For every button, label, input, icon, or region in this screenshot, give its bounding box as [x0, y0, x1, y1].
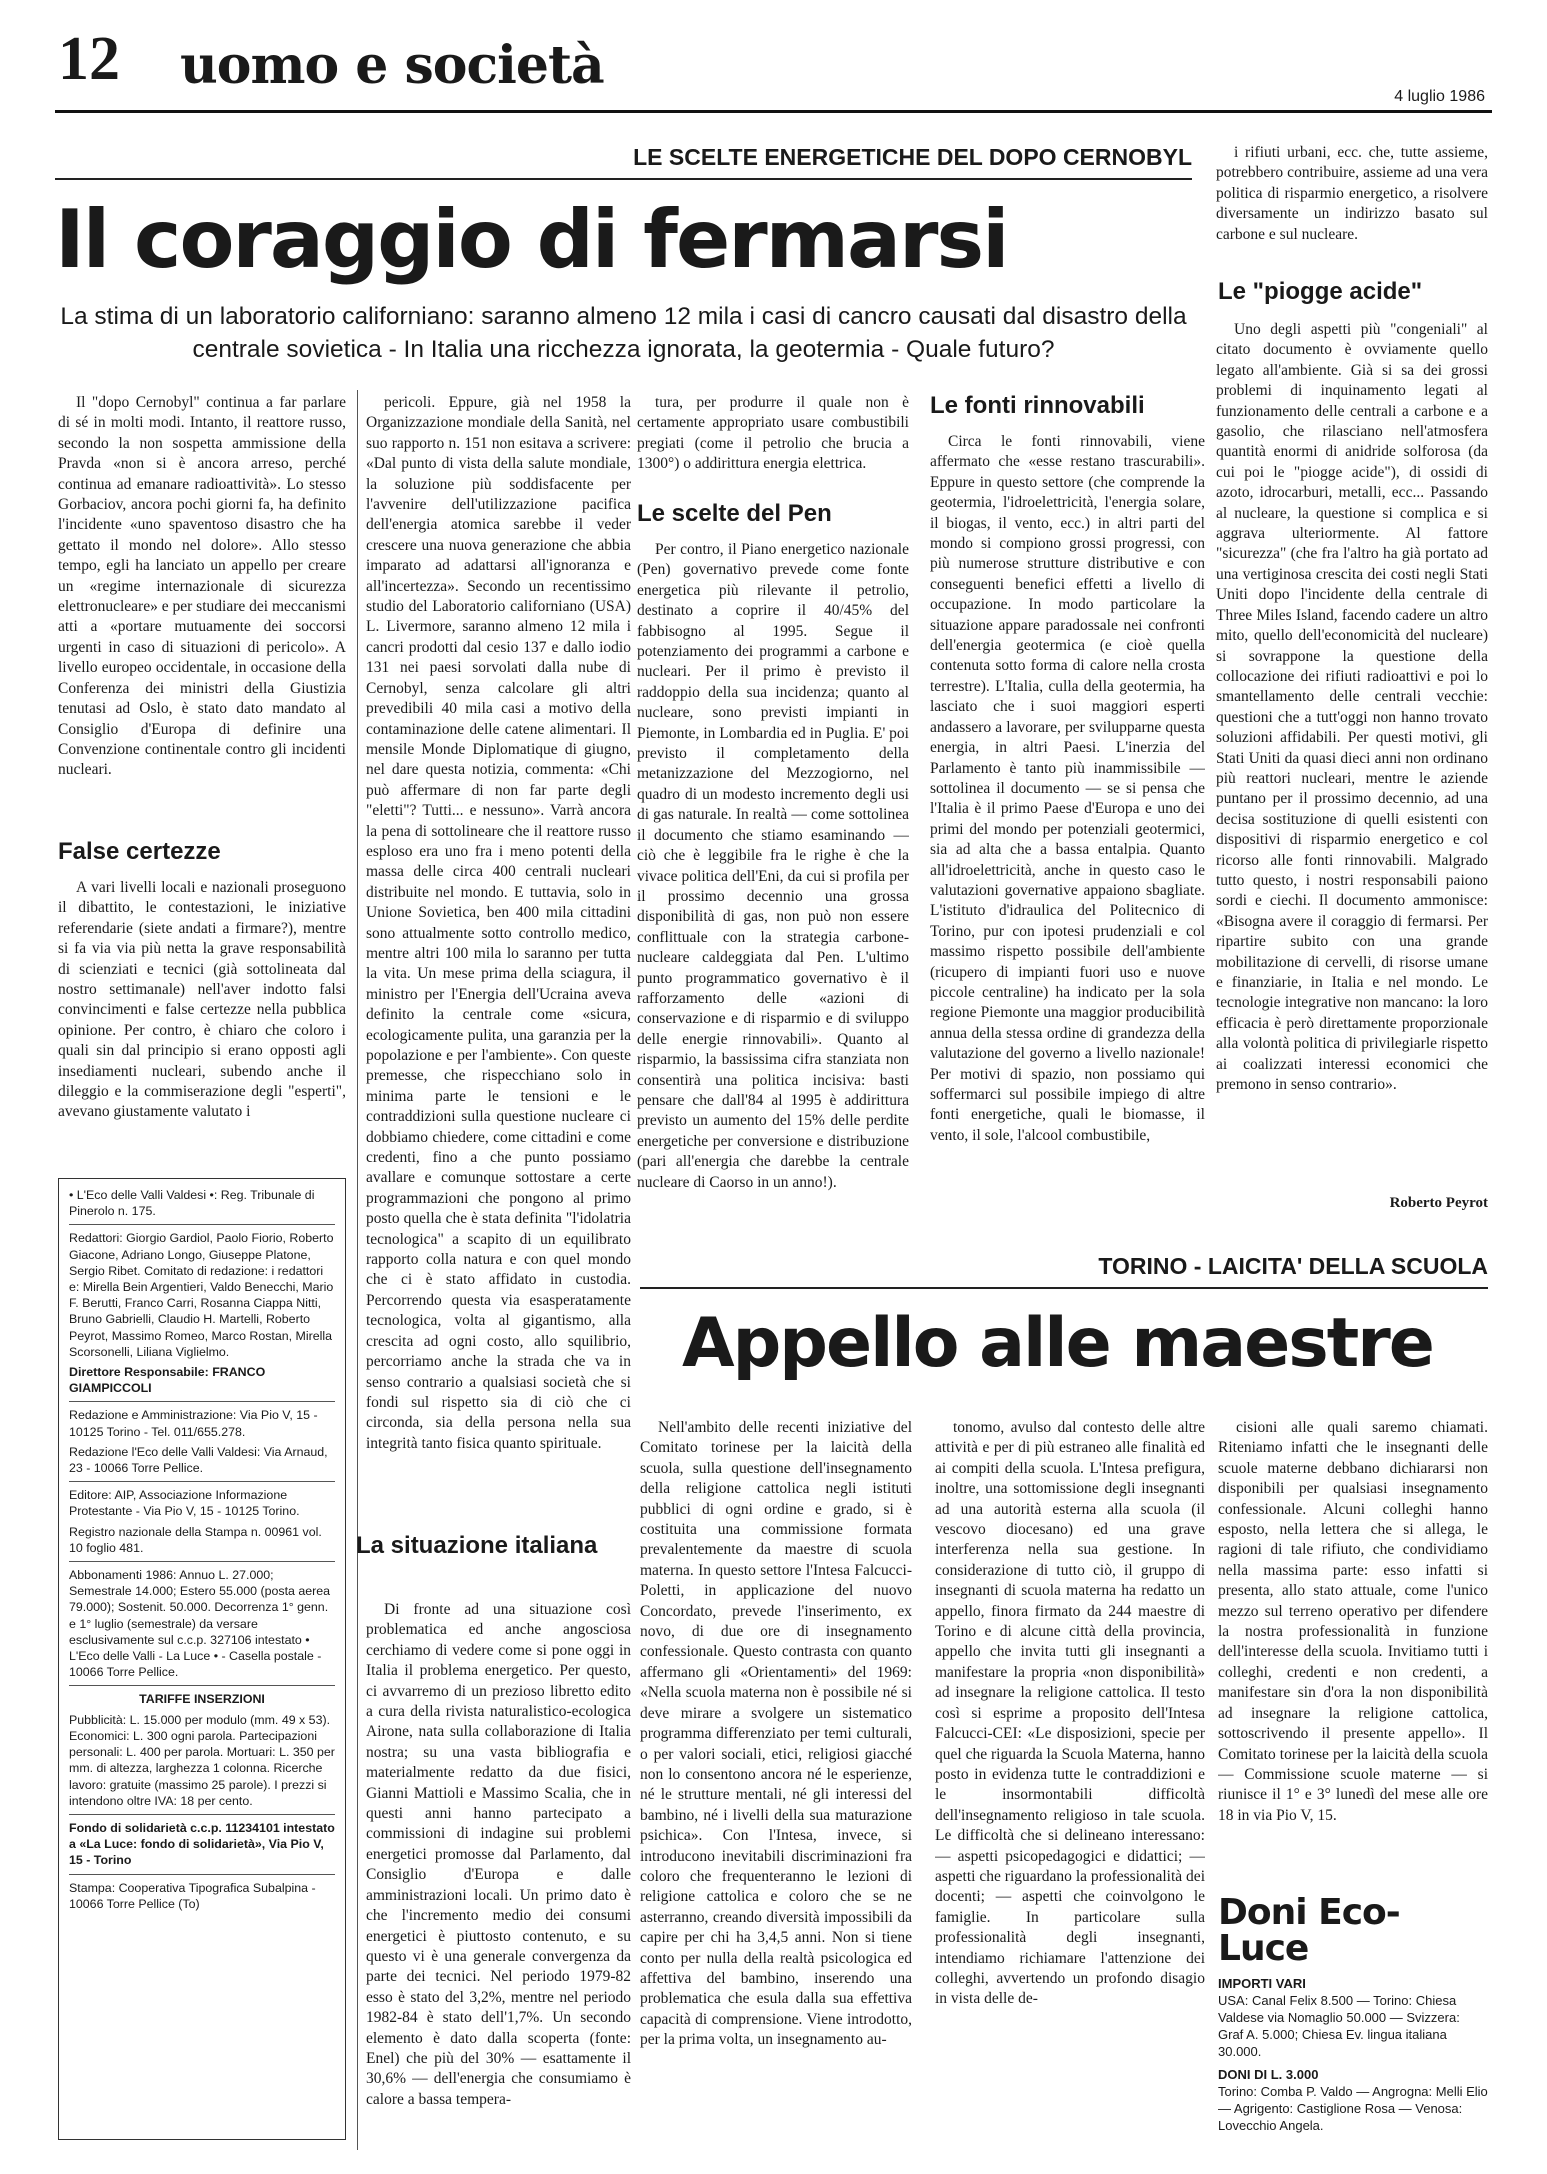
imprint-solidarity: Fondo di solidarietà c.c.p. 11234101 intestato a «La Luce: fondo di solidarietà», Via Pio V, 15 - Torino [69, 1820, 335, 1868]
article1-byline: Roberto Peyrot [1389, 1195, 1488, 1211]
article1-col2b: Di fronte ad una situazione così problematica ed anche angosciosa cerchiamo di vedere come si pone oggi in Italia il problema energetico. Per questo, ci avvarremo di un prezioso libretto edito a cura della rivista naturalistico-ecologica Airone, nata sulla collaborazione di Italia nostra; su una vasta bibliografia e materialmente redatto da due fisici, Gianni Mattioli e Massimo Scalia, che in questi anni hanno partecipato a commissioni di indagine sui problemi energetici promosse dal Parlamento, dal Consiglio d'Europa e dalle amministrazioni locali. Un primo dato è che l'incremento medio dei consumi energetici è piuttosto contenuto, e su questo vi è una generale convergenza da parte dei tecnici. Nel periodo 1979-82 esso è stato del 3,2%, mentre nel periodo 1982-84 è stato dell'1,7%. Un secondo elemento è dato dalla scoperta (fonte: Enel) che più del 30% — esattamente il 30,6% — dell'energia che consumiamo è calore a bassa tempera- [366, 1601, 631, 2108]
article2-title: Appello alle maestre [682, 1304, 1433, 1383]
imprint-registry: Registro nazionale della Stampa n. 00961 vol. 10 foglio 481. [69, 1524, 322, 1555]
subhead-piogge-acide: Le "piogge acide" [1218, 278, 1423, 305]
article2-col3: cisioni alle quali saremo chiamati. Riteniamo infatti che le insegnanti delle scuole materne debbano dichiararsi non disponibili per qualsiasi insegnamento confessionale. Alcuni colleghi hanno esposto, nella lettera che si allega, le ragioni di tale rifiuto, che condividiamo nella massima parte: esso infatti si presenta, allo stato attuale, come l'unico mezzo sul terreno operativo per difendere la nostra professionalità in funzione dell'interesse della scuola. Invitiamo tutti i colleghi, credenti e non credenti, a manifestare sin d'ora la non disponibilità ad insegnare la religione cattolica, sottoscrivendo il presente appello». Il Comitato torinese per la laicità della scuola — Commissione scuole materne — si riunisce il 1° e 3° lunedì del mese alle ore 18 in via Pio V, 15. [1218, 1419, 1488, 1824]
imprint-publisher: Editore: AIP, Associazione Informazione Protestante - Via Pio V, 15 - 10125 Torino. [69, 1488, 300, 1519]
article2-kicker: TORINO - LAICITA' DELLA SCUOLA [1098, 1253, 1488, 1279]
article2-col2: tonomo, avulso dal contesto delle altre attività e per di più estraneo alle finalità ed ai compiti della scuola. L'Intesa prefigura, inoltre, una sottomissione degli insegnanti ad una autorità esterna alla scuola (il vescovo diocesano) ed una grave interferenza nella sua gestione. In considerazione di tutto ciò, il gruppo di insegnanti di scuola materna ha redatto un appello, finora firmato da 244 maestre di Torino e di alcune città della provincia, appello che invita tutti gli insegnanti a manifestare la propria «non disponibilità» ad insegnare la religione cattolica. Il testo così si esprime a proposito dell'Intesa Falcucci-CEI: «Le disposizioni, specie per quel che riguarda la Scuola Materna, hanno posto in evidenza tutte le contraddizioni e le insormontabili difficoltà dell'insegnamento religioso in tale scuola. Le difficoltà che si delineano interessano: — aspetti psicopedagogici e didattici; — aspetti che riguardano la professionalità dei docenti; — aspetti che coinvolgono le famiglie. In particolare sulla professionalità degli insegnanti, intendiamo richiamare l'attenzione dei colleghi, avvertendo un profondo disagio in vista delle de- [935, 1419, 1205, 2008]
imprint-ad-rates: Pubblicità: L. 15.000 per modulo (mm. 49 x 53). Economici: L. 300 ogni parola. Partecipazioni personali: L. 400 per parola. Mortuari: L. 350 per mm. di altezza, larghezza 1 colonna. Ricerche lavoro: gratuite (massimo 25 parole). I prezzi si intendono oltre IVA: 18 per cento. [69, 1712, 335, 1808]
imprint-reg: • L'Eco delle Valli Valdesi •: Reg. Tribunale di Pinerolo n. 175. [69, 1188, 315, 1219]
doni-importi-list: USA: Canal Felix 8.500 — Torino: Chiesa Valdese via Nomaglio 50.000 — Svizzera: Graf A. 5.000; Chiesa Ev. lingua italiana 30.000. [1218, 1993, 1460, 2059]
doni-heading-3000: DONI DI L. 3.000 [1218, 2067, 1319, 2082]
doni-heading-importi: IMPORTI VARI [1218, 1976, 1306, 1991]
article1-title: Il coraggio di fermarsi [55, 193, 1008, 286]
subhead-false-certezze: False certezze [58, 838, 221, 865]
imprint-ad-rates-title: TARIFFE INSERZIONI [139, 1692, 265, 1707]
imprint-subscriptions: Abbonamenti 1986: Annuo L. 27.000; Semestrale 14.000; Estero 55.000 (posta aerea 79.000); Sostenit. 50.000. Decorrenza 1° genn. e 1° luglio (semestrale) da versare esclusivamente sul c.c.p. 327106 intestato • L'Eco delle Valli - La Luce • - Casella postale - 10066 Torre Pellice. [69, 1568, 331, 1680]
subhead-fonti-rinnovabili: Le fonti rinnovabili [930, 392, 1145, 419]
imprint-eco-address: Redazione l'Eco delle Valli Valdesi: Via Arnaud, 23 - 10066 Torre Pellice. [69, 1444, 328, 1476]
kicker-rule [55, 178, 1192, 180]
masthead-rule [55, 110, 1492, 113]
article1-kicker: LE SCELTE ENERGETICHE DEL DOPO CERNOBYL [633, 144, 1192, 170]
doni-title: Doni Eco-Luce [1218, 1892, 1400, 1969]
article1-col4: Circa le fonti rinnovabili, viene affermato che «esse restano trascurabili». Eppure in questo settore (che comprende la geotermia, l'idroelettricità, l'energia solare, il biogas, il vento, ecc.) in altri parti del mondo si compiono grossi progressi, con più numerose strutture distributive e con conseguenti benefici effetti a livello di occupazione. In modo particolare la situazione appare paradossale nei confronti dell'energia geotermica (e cioè quella contenuta sotto forma di calore nella crosta terrestre). L'Italia, culla della geotermia, ha lasciato che i suoi maggiori esperti andassero a lavorare, per svilupparne questa energia, in altri Paesi. L'inerzia del Parlamento è tanto più inammissibile — sottolinea il documento — se si pensa che l'Italia è il primo Paese d'Europa e uno dei primi del mondo per potenziali geotermici, sia ad alta che a bassa entalpia. Quanto all'idroelettricità, anche in questo caso le valutazioni governative appaiono sbagliate. L'istituto d'idraulica del Politecnico di Torino, pur con ipotesi prudenziali e col massimo rispetto possibile dell'ambiente (ricupero di impianti fuori uso e nuove piccole centraline) ha indicato per la sola regione Piemonte una maggior producibilità annua della stessa ordine di grandezza della valutazione del governo a livello nazionale! Per motivi di spazio, non possiamo qui soffermarci sul possibile impiego di altre fonti energetiche, quali le biomasse, il vento, il sole, l'alcool combustibile, [930, 433, 1205, 1144]
imprint-printer: Stampa: Cooperativa Tipografica Subalpina - 10066 Torre Pellice (To) [69, 1880, 316, 1911]
doni-3000-list: Torino: Comba P. Valdo — Angrogna: Melli Elio — Agrigento: Castiglione Rosa — Venosa: Lovecchio Angela. [1218, 2084, 1488, 2133]
subhead-situazione-italiana: La situazione italiana [356, 1532, 598, 1559]
imprint-editors: Redattori: Giorgio Gardiol, Paolo Fiorio, Roberto Giacone, Adriano Longo, Giuseppe Platone, Sergio Ribet. Comitato di redazione: i redattori e: Mirella Bein Argentieri, Valdo Benecchi, Mario F. Berutti, Franco Carri, Rosanna Ciappa Nitti, Bruno Gabrielli, Claudio H. Martelli, Roberto Peyrot, Massimo Romeo, Marco Rostan, Mirella Scorsonelli, Liliana Viglielmo. [69, 1231, 334, 1359]
imprint-box [58, 1178, 346, 2140]
article1-deck: La stima di un laboratorio californiano: saranno almeno 12 mila i casi di cancro causati dal disastro della centrale sovietica - In Italia una ricchezza ignorata, la geotermia - Quale futuro? [60, 303, 1187, 363]
page-number: 12 [58, 25, 120, 93]
section-title: uomo e società [180, 35, 604, 96]
column-divider [357, 390, 358, 2150]
issue-date: 4 luglio 1986 [1394, 88, 1485, 105]
subhead-scelte-pen: Le scelte del Pen [637, 500, 832, 527]
article1-col1b: A vari livelli locali e nazionali proseguono il dibattito, le contestazioni, le iniziative referendarie (siete andati a firmare?), mentre si fa via via più netta la grave responsabilità di scienziati e tecnici (già sottolineata dal nostro settimanale) nell'aver indotto falsi convincimenti e false certezze nella pubblica opinione. Per contro, è chiaro che coloro i quali sin dal principio si erano opposti agli insediamenti nucleari, subendo anche il dileggio e la commiserazione degli "esperti", avevano giustamente valutato i [58, 879, 346, 1121]
article1-col2: pericoli. Eppure, già nel 1958 la Organizzazione mondiale della Sanità, nel suo rapporto n. 151 non esitava a scrivere: «Dal punto di vista della salute mondiale, la soluzione più soddisfacente per l'avvenire dell'utilizzazione pacifica dell'energia atomica sarebbe il veder crescere una nuova generazione che abbia imparato ad adattarsi all'ignoranza e all'incertezza». Secondo un recentissimo studio del Laboratorio californiano (USA) L. Livermore, saranno almeno 12 mila i cancri prodotti dal cesio 137 e dallo iodio 131 nei paesi sorvolati dalla nube di Cernobyl, senza calcolare gli altri prevedibili 40 mila casi a motivo della contaminazione delle catene alimentari. Il mensile Monde Diplomatique di giugno, nel dare questa notizia, commenta: «Chi può affermare di non far parte degli "eletti"? Tutti... e nessuno». Varrà ancora la pena di sottolineare che il reattore russo esploso era uno fra i meno potenti della massa delle circa 400 centrali nucleari distribuite nel mondo. E tuttavia, solo in Unione Sovietica, ben 400 mila cittadini sono attualmente sotto controllo medico, mentre altri 100 mila lo saranno per tutta la vita. Un mese prima della sciagura, il ministro per l'Energia dell'Ucraina aveva definito la centrale come «sicura, ecologicamente pulita, una garanzia per la popolazione e per l'ambiente». Con queste premesse, che rispecchiano solo in minima parte le tensioni e le contraddizioni sulla questione nucleare ci dobbiamo chiedere, come cittadini e come credenti, fino a che punto possiamo avallare e comunque sottostare a certe programmazioni che pongono al primo posto quella che è stata definita "l'idolatria tecnologica" a scapito di un equilibrato rapporto colla natura e con quel mondo che ci è stato affidato in custodia. Percorrendo questa via esasperatamente tecnologica, volta al gigantismo, alla crescita ad ogni costo, allo squilibrio, percorriamo anche la strada che va in senso contrario a qualsiasi società che si fondi sul rispetto sia di ciò che ci circonda, sia della persona nella sua integrità tanto fisica quanto spirituale. [366, 394, 631, 1452]
article1-col5: i rifiuti urbani, ecc. che, tutte assieme, potrebbero contribuire, assieme ad una vera politica di risparmio energetico, a risolvere diversamente un indirizzo basato sul carbone e sul nucleare. [1216, 144, 1488, 243]
article1-col5b: Uno degli aspetti più "congeniali" al citato documento è ovviamente quello legato all'ambiente. Già si sa dei grossi problemi di inquinamento legati al funzionamento delle centrali a carbone e a gasolio, che rilasciano nell'atmosfera quantità enormi di anidride solforosa (da cui poi le "piogge acide"), di ossidi di azoto, idrocarburi, metalli, ecc... Passando al nucleare, la questione si complica e si aggrava ulteriormente. Al fattore "sicurezza" (che fra l'altro ha già portato ad una vertiginosa crescita dei costi negli Stati Uniti dopo l'incidente della centrale di Three Miles Island, facendo cadere un altro mito, quello dell'economicità del nucleare) si sovrappone la questione della collocazione dei rifiuti radioattivi e poi lo smantellamento delle centrali vecchie: questioni che a tutt'oggi non hanno trovato soluzioni affidabili. Per questi motivi, gli Stati Uniti da quasi dieci anni non ordinano più reattori nucleari, mentre le aziende puntano per il prossimo decennio, ad una decisa sostituzione di quelli esistenti con dispositivi di risparmio energetico e col ricorso alle fonti rinnovabili. Malgrado tutto questo, i nostri responsabili paiono sordi e ciechi. Il documento ammonisce: «Bisogna avere il coraggio di fermarsi. Per ripartire subito con una grande mobilitazione di cervelli, di risorse umane e finanziarie, in Italia e nel mondo. Le tecnologie integrative non mancano: la loro efficacia è però direttamente proporzionale alla volontà politica di privilegiarle rispetto ai coalizzati interessi economici che premono in senso contrario». [1216, 321, 1488, 1094]
article1-col3: tura, per produrre il quale non è certamente appropriato usare combustibili pregiati (come il petrolio che brucia a 1300°) o addirittura energia elettrica. [637, 394, 909, 473]
article2-col1: Nell'ambito delle recenti iniziative del Comitato torinese per la laicità della scuola, sulla questione dell'insegnamento della religione cattolica negli istituti pubblici di ogni ordine e grado, si è costituita una commissione formata prevalentemente da maestre di scuola materna. In questo settore l'Intesa Falcucci-Poletti, in applicazione del nuovo Concordato, prevede l'inserimento, ex novo, di due ore di insegnamento confessionale. Questo contrasta con quanto affermano gli «Orientamenti» del 1969: «Nella scuola materna non è possibile né si deve mirare a svolgere un sistematico programma differenziato per temi culturali, o per valori sociali, etici, religiosi giacché non lo consentono ancora né le esperienze, né le strutture mentali, né gli interessi del bambino, né i livelli della sua maturazione psichica». Con l'Intesa, invece, si introducono inevitabili discriminazioni fra coloro che frequenteranno le lezioni di religione cattolica e coloro che se ne asterranno, creando diversità impossibili da capire per chi ha 3,4,5 anni. Non si tiene conto per nulla della realtà psicologica ed affettiva del bambino, inserendo una problematica che esula dalla sua effettiva capacità di comprensione. Viene introdotto, per la prima volta, un insegnamento au- [640, 1419, 912, 2049]
article1-col1: Il "dopo Cernobyl" continua a far parlare di sé in molti modi. Intanto, il reattore russo, secondo la non sospetta ammissione della Pravda «non si è ancora arreso, perché continua ad emanare radioattività». Lo stesso Gorbaciov, ancora pochi giorni fa, ha definito l'incidente «uno spaventoso disastro che ha gettato il mondo nel dolore». Allo stesso tempo, egli ha lanciato un appello per creare un «regime internazionale di sicurezza elettronucleare» e per studiare dei meccanismi atti a «portare mutuamente dei soccorsi urgenti in caso di situazioni di pericolo». A livello europeo occidentale, in occasione della Conferenza dei ministri della Giustizia tenutasi ad Oslo, è stato dato mandato al Consiglio d'Europa di definire una Convenzione continentale contro gli incidenti nucleari. [58, 394, 346, 779]
doni-box [1218, 1892, 1488, 2145]
article2-kicker-rule [640, 1287, 1488, 1289]
imprint-address: Redazione e Amministrazione: Via Pio V, 15 - 10125 Torino - Tel. 011/655.278. [69, 1408, 318, 1439]
article1-col3b: Per contro, il Piano energetico nazionale (Pen) governativo prevede come fonte energetica più rilevante il petrolio, destinato a coprire il 40/45% del fabbisogno al 1995. Segue il potenziamento dei programmi a carbone e nucleari. Per il primo è previsto il raddoppio della sua incidenza; quanto al nucleare, sono previsti impianti in Piemonte, in Lombardia ed in Puglia. E' poi previsto il completamento della metanizzazione del Mezzogiorno, nel quadro di un modesto incremento degli usi di gas naturale. In realtà — come sottolinea il documento che stiamo esaminando — ciò che è leggibile fra le righe è che la vivace politica dell'Eni, da cui si profila per il prossimo decennio una grossa disponibilità di gas, non può non essere conflittuale con la strategia carbone-nucleare caldeggiata dal Pen. L'ultimo punto programmatico governativo è il rafforzamento delle «azioni di conservazione e di risparmio e di sviluppo delle energie rinnovabili». Quanto al risparmio, la bassissima cifra stanziata non consentirà una politica incisiva: basti pensare che dall'84 al 1995 è addirittura previsto un aumento del 15% delle perdite energetiche per conversione e distribuzione (pari all'energia che darebbe la centrale nucleare di Caorso in un anno!). [637, 541, 909, 1191]
imprint-director: Direttore Responsabile: FRANCO GIAMPICCOLI [69, 1365, 266, 1396]
